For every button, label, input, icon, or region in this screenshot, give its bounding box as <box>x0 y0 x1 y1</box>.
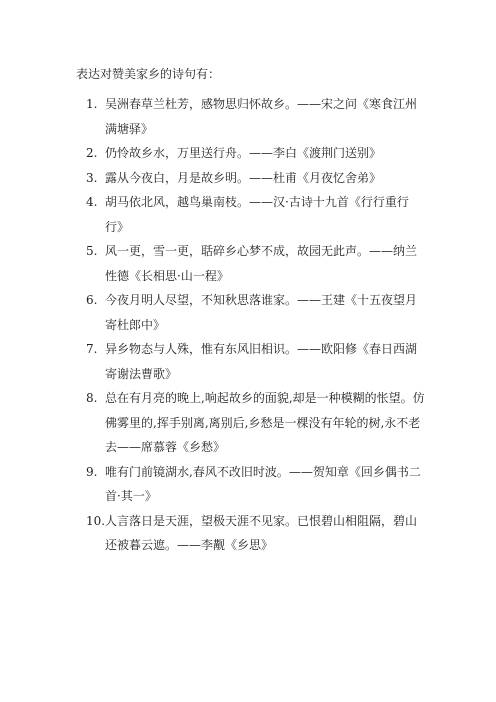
poem-list <box>86 92 426 558</box>
item-text: 唯有门前镜湖水,春风不改旧时波。——贺知章《回乡偶书二首·其一》 <box>105 464 421 503</box>
item-text: 仍怜故乡水，万里送行舟。——李白《渡荆门送别》 <box>105 146 382 160</box>
list-item <box>86 509 426 558</box>
list-item <box>86 239 426 288</box>
list-item <box>86 460 426 509</box>
item-number: 3. <box>86 170 98 185</box>
item-number: 10. <box>86 513 106 528</box>
list-item <box>86 166 426 191</box>
item-number: 2. <box>86 146 98 160</box>
item-number: 8. <box>86 391 98 405</box>
item-number: 6. <box>86 293 98 307</box>
item-number: 5. <box>86 244 98 258</box>
item-number: 4. <box>86 195 98 209</box>
intro-line: 表达对赞美家乡的诗句有： <box>76 67 221 81</box>
item-text: 吴洲春草兰杜芳，感物思归怀故乡。——宋之问《寒食江州满塘驿》 <box>105 97 418 136</box>
list-item <box>86 190 426 239</box>
list-item <box>86 386 426 460</box>
item-text: 风一更，雪一更，聒碎乡心梦不成，故园无此声。——纳兰性德《长相思·山一程》 <box>105 244 418 283</box>
item-number: 1. <box>86 97 98 111</box>
item-text: 异乡物态与人殊，惟有东风旧相识。——欧阳修《春日西湖寄谢法曹歌》 <box>105 342 418 381</box>
list-item <box>86 337 426 386</box>
item-text: 今夜月明人尽望，不知秋思落谁家。——王建《十五夜望月寄杜郎中》 <box>105 293 418 332</box>
item-text: 总在有月亮的晚上,响起故乡的面貌,却是一种模糊的怅望。仿佛雾里的,挥手别离,离别后,乡愁是一棵没有年轮的树,永不老去——席慕蓉《乡愁》 <box>105 391 425 454</box>
list-item <box>86 288 426 337</box>
item-number: 7. <box>86 342 98 356</box>
list-item <box>86 92 426 141</box>
list-item <box>86 141 426 166</box>
item-number: 9. <box>86 464 98 479</box>
item-text: 人言落日是天涯，望极天涯不见家。已恨碧山相阻隔，碧山还被暮云遮。——李觏《乡思》 <box>105 513 418 552</box>
item-text: 露从今夜白，月是故乡明。——杜甫《月夜忆舍弟》 <box>105 170 382 185</box>
item-text: 胡马依北风，越鸟巢南枝。——汉·古诗十九首《行行重行行》 <box>105 195 409 234</box>
